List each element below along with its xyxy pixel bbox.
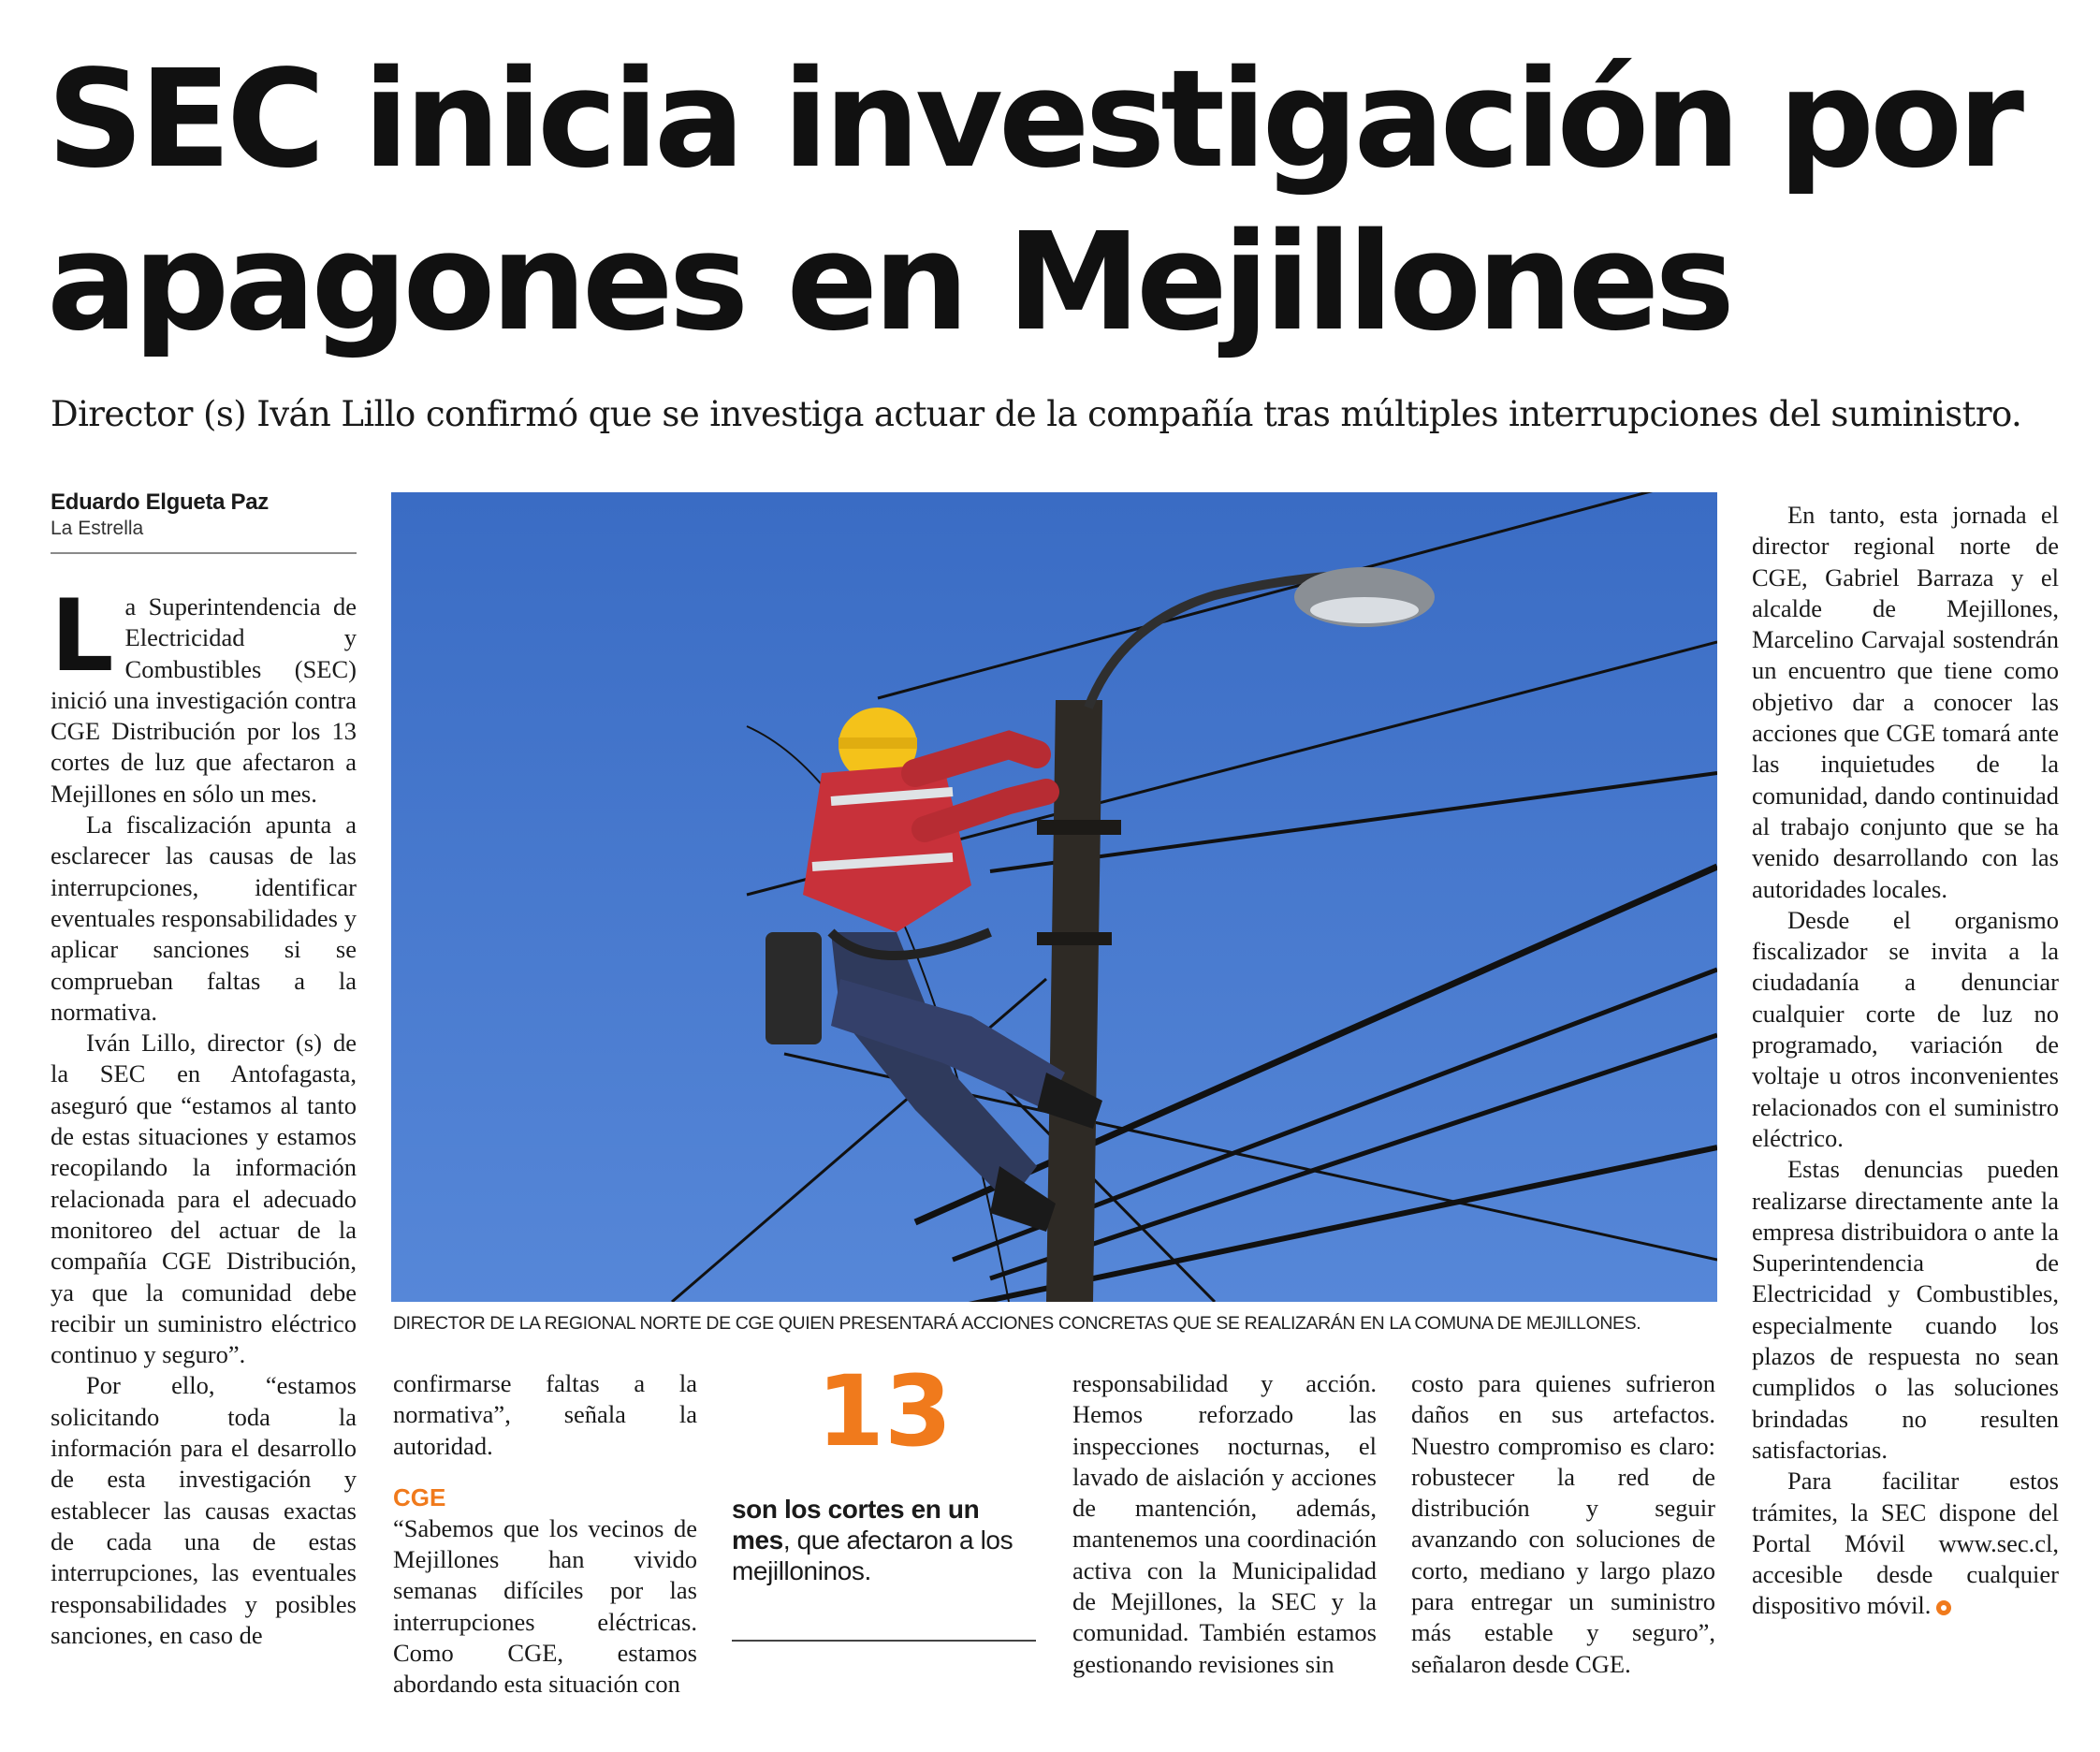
paragraph: confirmarse faltas a la normativa”, señala la autoridad. — [393, 1369, 697, 1460]
paragraph: responsabilidad y acción. Hemos reforzado las inspecciones nocturnas, el lavado de aislación y acciones de mantención, además, mantenemos una coordinación activa con la Municipalidad de Mejillones, la SEC y la comunidad. También estamos gestionando revisiones sin — [1072, 1369, 1377, 1678]
paragraph: Estas denuncias pueden realizarse directamente ante la empresa distribuidora o ante la Superintendencia de Electricidad y Combustibles, especialmente cuando los plazos de respuesta no sean cumplidos o las soluciones brindadas no resulten satisfactorias. — [1752, 1155, 2059, 1464]
paragraph: “Sabemos que los vecinos de Mejillones han vivido semanas difíciles por las interrupciones eléctricas. Como CGE, estamos abordando esta situación con — [393, 1513, 697, 1699]
paragraph-text: Para facilitar estos trámites, la SEC dispone del Portal Móvil www.sec.cl, accesible desde cualquier dispositivo móvil. — [1752, 1467, 2059, 1620]
body-column-4 — [1072, 1368, 1377, 1680]
byline-divider — [51, 552, 357, 554]
body-column-1 — [51, 578, 357, 1651]
factoid-rest-text: , que afectaron a los mejilloninos. — [732, 1526, 1014, 1585]
body-column-5 — [1411, 1368, 1715, 1680]
paragraph: costo para quienes sufrieron daños en sus artefactos. Nuestro compromiso es claro: robustecer la red de distribución y seguir avanzando con soluciones de corto, mediano y largo plazo para entregar un suministro más estable y seguro”, señalaron desde CGE. — [1411, 1369, 1715, 1678]
paragraph: Por ello, “estamos solicitando toda la información para el desarrollo de esta investigación y establecer las causas exactas de cada una de estas interrupciones, las eventuales responsabilidades y posibles sanciones, en caso de — [51, 1371, 357, 1649]
paragraph-text: a Superintendencia de Electricidad y Combustibles (SEC) inició una investigación contra CGE Distribución por los 13 cortes de luz que afectaron a Mejillones en sólo un mes. — [51, 592, 357, 808]
paragraph — [1752, 1466, 2059, 1621]
author-name: Eduardo Elgueta Paz — [51, 489, 270, 515]
paragraph — [51, 578, 357, 810]
paragraph: Iván Lillo, director (s) de la SEC en Antofagasta, aseguró que “estamos al tanto de estas situaciones y estamos recopilando la información relacionada para el adecuado monitoreo del actuar de la compañía CGE Distribución, ya que la comunidad debe recibir un suministro eléctrico continuo y seguro”. — [51, 1029, 357, 1369]
lead-photo-illustration — [391, 492, 1717, 1302]
body-column-6 — [1752, 500, 2059, 1622]
paragraph: La fiscalización apunta a esclarecer las causas de las interrupciones, identificar eventuales responsabilidades y aplicar sanciones si se comprueban faltas a la normativa. — [51, 810, 357, 1026]
headline-line-1: SEC inicia investigación por — [47, 40, 2020, 197]
photo-caption: DIRECTOR DE LA REGIONAL NORTE DE CGE QUIEN PRESENTARÁ ACCIONES CONCRETAS QUE SE REALIZARÁN EN LA COMUNA DE MEJILLONES. — [393, 1313, 1641, 1334]
byline — [51, 489, 359, 540]
drop-cap: L — [51, 578, 114, 694]
end-of-article-icon — [1936, 1600, 1951, 1615]
paragraph: En tanto, esta jornada el director regional norte de CGE, Gabriel Barraza y el alcalde de Mejillones, Marcelino Carvajal sostendrán un encuentro que tiene como objetivo dar a conocer las acciones que CGE tomará ante las inquietudes de la comunidad, dando continuidad al trabajo conjunto que se ha venido desarrollando con las autoridades locales. — [1752, 501, 2059, 903]
factoid-number: 13 — [816, 1354, 953, 1468]
factoid-bold-text: son los cortes en un mes — [732, 1495, 980, 1555]
headline-line-2: apagones en Mejillones — [47, 203, 1730, 360]
factoid-divider — [732, 1640, 1036, 1642]
body-column-2 — [393, 1368, 697, 1701]
publication-name: La Estrella — [51, 518, 144, 539]
section-label: CGE — [393, 1482, 446, 1511]
subheadline: Director (s) Iván Lillo confirmó que se investiga actuar de la compañía tras múltiples interrupciones del suministro. — [51, 394, 2022, 434]
lead-photo — [391, 492, 1717, 1302]
factoid-text — [732, 1494, 1041, 1586]
paragraph: Desde el organismo fiscalizador se invita a la ciudadanía a denunciar cualquier corte de luz no programado, variación de voltaje u otros inconvenientes relacionados con el suministro eléctrico. — [1752, 905, 2059, 1152]
headline — [47, 37, 2059, 363]
